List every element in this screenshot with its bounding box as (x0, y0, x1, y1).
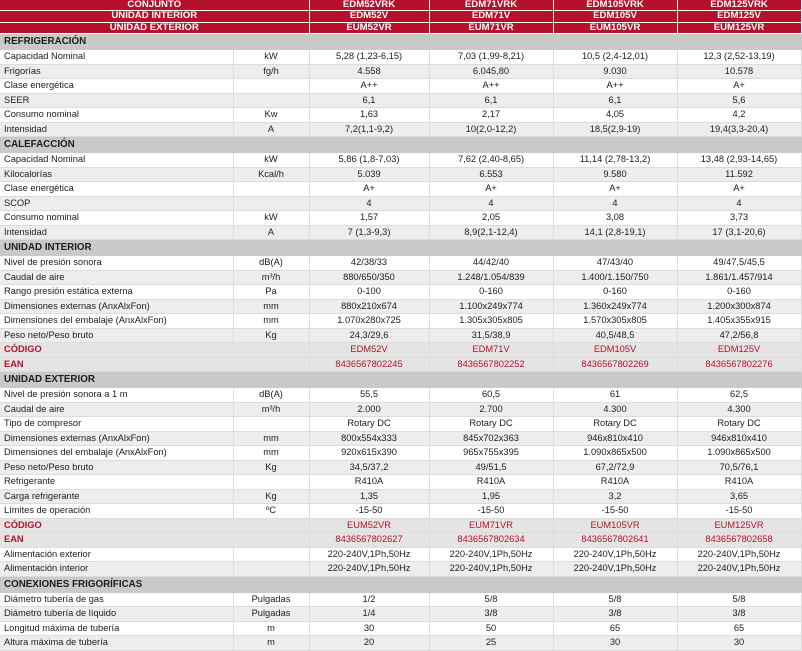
row-value: 11,14 (2,78-13,2) (553, 153, 677, 168)
row-unit: mm (233, 314, 309, 329)
ean-value: 8436567802252 (429, 357, 553, 372)
spec-row (0, 79, 801, 94)
row-value: 6.045,80 (429, 64, 553, 79)
row-unit: A (233, 225, 309, 240)
row-label: Caudal de aire (0, 270, 233, 285)
row-label: Alimentación interior (0, 562, 233, 577)
row-unit: ºC (233, 504, 309, 519)
spec-row (0, 592, 801, 607)
row-label: Capacidad Nominal (0, 50, 233, 65)
row-label: Intensidad (0, 122, 233, 137)
ean-label: EAN (0, 533, 309, 548)
ean-value: 8436567802634 (429, 533, 553, 548)
row-value: 4.300 (677, 402, 801, 417)
row-unit: Kcal/h (233, 167, 309, 182)
row-value: A+ (309, 182, 429, 197)
section-title (0, 372, 801, 388)
row-value: 42/38/33 (309, 256, 429, 271)
row-unit: kW (233, 211, 309, 226)
header-model: EDM125VRK (677, 0, 801, 11)
spec-row (0, 621, 801, 636)
row-value: 65 (677, 621, 801, 636)
row-value: Rotary DC (309, 417, 429, 432)
codigo-value: EUM105VR (553, 518, 677, 533)
codigo-label: CÓDIGO (0, 518, 309, 533)
row-value: 4 (677, 196, 801, 211)
row-value: 40,5/48,5 (553, 328, 677, 343)
row-value: 220-240V,1Ph,50Hz (309, 547, 429, 562)
row-value: 5/8 (553, 592, 677, 607)
row-unit: Kw (233, 108, 309, 123)
ean-value: 8436567802627 (309, 533, 429, 548)
row-value: -15-50 (429, 504, 553, 519)
row-value: 1.100x249x774 (429, 299, 553, 314)
header-model: EUM125VR (677, 22, 801, 33)
spec-row (0, 93, 801, 108)
row-value: 4.558 (309, 64, 429, 79)
row-value: 946x810x410 (677, 431, 801, 446)
row-label: Diámetro tubería de gas (0, 592, 233, 607)
row-value: 3,08 (553, 211, 677, 226)
row-value: 10,5 (2,4-12,01) (553, 50, 677, 65)
spec-row (0, 285, 801, 300)
row-value: 2.700 (429, 402, 553, 417)
row-unit: Kg (233, 489, 309, 504)
row-unit: fg/h (233, 64, 309, 79)
row-value: 1.200x300x874 (677, 299, 801, 314)
row-value: 49/51,5 (429, 460, 553, 475)
row-value: 4,05 (553, 108, 677, 123)
spec-row (0, 504, 801, 519)
row-label: Nivel de presión sonora a 1 m (0, 388, 233, 403)
row-label: Clase energética (0, 79, 233, 94)
spec-row (0, 64, 801, 79)
ean-value: 8436567802658 (677, 533, 801, 548)
row-value: 8,9(2,1-12,4) (429, 225, 553, 240)
row-value: A+ (677, 182, 801, 197)
section-heading: CONEXIONES FRIGORÍFICAS (0, 576, 801, 592)
row-value: 0-100 (309, 285, 429, 300)
row-label: Longitud máxima de tubería (0, 621, 233, 636)
spec-row (0, 153, 801, 168)
section-heading: CALEFACCIÓN (0, 137, 801, 153)
row-unit: A (233, 122, 309, 137)
row-value: 220-240V,1Ph,50Hz (429, 547, 553, 562)
row-value: -15-50 (553, 504, 677, 519)
row-value: R410A (309, 475, 429, 490)
codigo-label: CÓDIGO (0, 343, 309, 358)
row-label: Dimensiones del embalaje (AnxAlxFon) (0, 446, 233, 461)
spec-row (0, 388, 801, 403)
row-unit: kW (233, 50, 309, 65)
row-label: Caudal de aire (0, 402, 233, 417)
row-value: 65 (553, 621, 677, 636)
spec-row (0, 108, 801, 123)
row-value: 67,2/72,9 (553, 460, 677, 475)
row-value: 845x702x363 (429, 431, 553, 446)
row-value: 11.592 (677, 167, 801, 182)
section-heading: UNIDAD INTERIOR (0, 240, 801, 256)
row-value: 4 (553, 196, 677, 211)
row-unit (233, 182, 309, 197)
row-label: Carga refrigerante (0, 489, 233, 504)
row-label: Consumo nominal (0, 211, 233, 226)
row-value: Rotary DC (429, 417, 553, 432)
spec-row (0, 417, 801, 432)
spec-row (0, 607, 801, 622)
row-value: 4 (429, 196, 553, 211)
row-value: 2.000 (309, 402, 429, 417)
row-label: SCOP (0, 196, 233, 211)
header-row (0, 11, 801, 22)
row-label: Capacidad Nominal (0, 153, 233, 168)
spec-row (0, 225, 801, 240)
row-label: Kilocalorías (0, 167, 233, 182)
row-value: 946x810x410 (553, 431, 677, 446)
row-value: R410A (429, 475, 553, 490)
header-model: EUM105VR (553, 22, 677, 33)
row-label: Diámetro tubería de líquido (0, 607, 233, 622)
ean-row (0, 357, 801, 372)
row-value: 965x755x395 (429, 446, 553, 461)
row-value: 7,62 (2,40-8,65) (429, 153, 553, 168)
row-value: 30 (309, 621, 429, 636)
row-value: 1.405x355x915 (677, 314, 801, 329)
header-model: EDM105VRK (553, 0, 677, 11)
header-model: EUM71VR (429, 22, 553, 33)
row-label: Consumo nominal (0, 108, 233, 123)
row-value: 880x210x674 (309, 299, 429, 314)
row-value: 30 (553, 636, 677, 651)
row-value: 1.090x865x500 (553, 446, 677, 461)
row-unit: Pulgadas (233, 607, 309, 622)
row-label: SEER (0, 93, 233, 108)
row-value: 1,57 (309, 211, 429, 226)
header-model: EDM105V (553, 11, 677, 22)
row-value: 1,35 (309, 489, 429, 504)
row-value: 4,2 (677, 108, 801, 123)
header-label: UNIDAD INTERIOR (0, 11, 309, 22)
codigo-row (0, 518, 801, 533)
codigo-row (0, 343, 801, 358)
codigo-value: EDM71V (429, 343, 553, 358)
row-unit: Pulgadas (233, 592, 309, 607)
row-value: 55,5 (309, 388, 429, 403)
row-label: Nivel de presión sonora (0, 256, 233, 271)
row-value: 10(2,0-12,2) (429, 122, 553, 137)
row-unit (233, 417, 309, 432)
section-title (0, 240, 801, 256)
row-unit (233, 475, 309, 490)
row-value: 5/8 (677, 592, 801, 607)
spec-row (0, 547, 801, 562)
row-value: 0-160 (429, 285, 553, 300)
header-model: EDM125V (677, 11, 801, 22)
row-label: Frigorías (0, 64, 233, 79)
spec-row (0, 460, 801, 475)
row-value: 4 (309, 196, 429, 211)
row-label: Clase energética (0, 182, 233, 197)
header-row (0, 22, 801, 33)
row-value: 1.305x305x805 (429, 314, 553, 329)
row-value: 1/2 (309, 592, 429, 607)
spec-row (0, 489, 801, 504)
row-value: 1,63 (309, 108, 429, 123)
row-value: 10.578 (677, 64, 801, 79)
row-label: Dimensiones del embalaje (AnxAlxFon) (0, 314, 233, 329)
codigo-value: EDM125V (677, 343, 801, 358)
row-value: R410A (553, 475, 677, 490)
row-label: Refrigerante (0, 475, 233, 490)
row-value: 6,1 (553, 93, 677, 108)
row-value: 19,4(3,3-20,4) (677, 122, 801, 137)
row-value: 47,2/56,8 (677, 328, 801, 343)
row-value: 6,1 (309, 93, 429, 108)
row-unit: Kg (233, 460, 309, 475)
codigo-value: EUM71VR (429, 518, 553, 533)
row-value: A+ (553, 182, 677, 197)
codigo-value: EUM125VR (677, 518, 801, 533)
row-value: 220-240V,1Ph,50Hz (429, 562, 553, 577)
row-value: 50 (429, 621, 553, 636)
spec-row (0, 636, 801, 651)
row-value: 1.400/1.150/750 (553, 270, 677, 285)
row-value: 6,1 (429, 93, 553, 108)
header-model: EDM52V (309, 11, 429, 22)
row-value: 47/43/40 (553, 256, 677, 271)
spec-row (0, 167, 801, 182)
row-unit: dB(A) (233, 388, 309, 403)
row-unit (233, 196, 309, 211)
row-unit: dB(A) (233, 256, 309, 271)
row-value: 5.039 (309, 167, 429, 182)
row-value: 0-160 (677, 285, 801, 300)
row-value: 20 (309, 636, 429, 651)
ean-value: 8436567802245 (309, 357, 429, 372)
row-value: 1.570x305x805 (553, 314, 677, 329)
row-unit (233, 93, 309, 108)
spec-row (0, 256, 801, 271)
row-value: 0-160 (553, 285, 677, 300)
row-value: 62,5 (677, 388, 801, 403)
section-heading: UNIDAD EXTERIOR (0, 372, 801, 388)
ean-value: 8436567802641 (553, 533, 677, 548)
row-value: A++ (429, 79, 553, 94)
spec-row (0, 270, 801, 285)
row-unit: Pa (233, 285, 309, 300)
row-value: A+ (677, 79, 801, 94)
header-row (0, 0, 801, 11)
spec-row (0, 196, 801, 211)
header-model: EDM71V (429, 11, 553, 22)
section-title (0, 576, 801, 592)
header-label: UNIDAD EXTERIOR (0, 22, 309, 33)
row-value: 3/8 (429, 607, 553, 622)
row-value: 1,95 (429, 489, 553, 504)
row-value: 1.360x249x774 (553, 299, 677, 314)
row-value: 6.553 (429, 167, 553, 182)
row-label: Dimensiones externas (AnxAlxFon) (0, 299, 233, 314)
row-value: 1/4 (309, 607, 429, 622)
header-label: CONJUNTO (0, 0, 309, 11)
row-value: 220-240V,1Ph,50Hz (309, 562, 429, 577)
row-label: Altura máxima de tubería (0, 636, 233, 651)
ean-label: EAN (0, 357, 309, 372)
row-value: 220-240V,1Ph,50Hz (553, 562, 677, 577)
row-value: 220-240V,1Ph,50Hz (677, 562, 801, 577)
row-value: 24,3/29,6 (309, 328, 429, 343)
row-label: Peso neto/Peso bruto (0, 460, 233, 475)
spec-row (0, 314, 801, 329)
spec-row (0, 50, 801, 65)
row-value: 31,5/38,9 (429, 328, 553, 343)
row-value: -15-50 (309, 504, 429, 519)
row-value: 70,5/76,1 (677, 460, 801, 475)
row-value: 13,48 (2,93-14,65) (677, 153, 801, 168)
row-value: 5/8 (429, 592, 553, 607)
row-label: Límites de operación (0, 504, 233, 519)
row-unit (233, 547, 309, 562)
row-unit: mm (233, 431, 309, 446)
row-label: Alimentación exterior (0, 547, 233, 562)
row-unit (233, 562, 309, 577)
row-value: Rotary DC (553, 417, 677, 432)
row-value: 44/42/40 (429, 256, 553, 271)
row-unit: mm (233, 299, 309, 314)
row-value: A++ (553, 79, 677, 94)
row-value: 7,03 (1,99-8,21) (429, 50, 553, 65)
spec-row (0, 431, 801, 446)
row-value: 1.861/1.457/914 (677, 270, 801, 285)
spec-row (0, 299, 801, 314)
row-value: 3,73 (677, 211, 801, 226)
spec-row (0, 328, 801, 343)
header-model: EDM71VRK (429, 0, 553, 11)
row-value: 5,6 (677, 93, 801, 108)
row-value: 49/47,5/45,5 (677, 256, 801, 271)
row-value: 9.030 (553, 64, 677, 79)
spec-row (0, 211, 801, 226)
row-value: 3/8 (553, 607, 677, 622)
spec-row (0, 122, 801, 137)
codigo-value: EDM52V (309, 343, 429, 358)
row-value: 7,2(1,1-9,2) (309, 122, 429, 137)
row-unit: Kg (233, 328, 309, 343)
spec-row (0, 446, 801, 461)
row-value: 220-240V,1Ph,50Hz (553, 547, 677, 562)
row-label: Rango presión estática externa (0, 285, 233, 300)
row-value: 3/8 (677, 607, 801, 622)
row-value: 1.248/1.054/839 (429, 270, 553, 285)
codigo-value: EUM52VR (309, 518, 429, 533)
row-value: 5,28 (1,23-6,15) (309, 50, 429, 65)
section-title (0, 137, 801, 153)
row-label: Intensidad (0, 225, 233, 240)
row-value: 30 (677, 636, 801, 651)
row-value: 18,5(2,9-19) (553, 122, 677, 137)
row-unit: m³/h (233, 270, 309, 285)
row-unit: m (233, 636, 309, 651)
row-value: 34,5/37,2 (309, 460, 429, 475)
row-value: 2,17 (429, 108, 553, 123)
section-title (0, 34, 801, 50)
spec-row (0, 402, 801, 417)
row-unit: kW (233, 153, 309, 168)
row-value: 1.070x280x725 (309, 314, 429, 329)
row-value: 880/650/350 (309, 270, 429, 285)
spec-row (0, 562, 801, 577)
row-value: A+ (429, 182, 553, 197)
row-value: 5,86 (1,8-7,03) (309, 153, 429, 168)
row-value: 920x615x390 (309, 446, 429, 461)
row-unit: mm (233, 446, 309, 461)
row-value: 60,5 (429, 388, 553, 403)
section-heading: REFRIGERACIÓN (0, 34, 801, 50)
row-unit: m³/h (233, 402, 309, 417)
row-value: R410A (677, 475, 801, 490)
row-value: 1.090x865x500 (677, 446, 801, 461)
row-value: 2,05 (429, 211, 553, 226)
row-value: 61 (553, 388, 677, 403)
row-value: 3,65 (677, 489, 801, 504)
ean-row (0, 533, 801, 548)
row-value: 220-240V,1Ph,50Hz (677, 547, 801, 562)
codigo-value: EDM105V (553, 343, 677, 358)
row-value: 4.300 (553, 402, 677, 417)
row-unit: m (233, 621, 309, 636)
row-value: 7 (1,3-9,3) (309, 225, 429, 240)
row-value: A++ (309, 79, 429, 94)
row-value: 17 (3,1-20,6) (677, 225, 801, 240)
ean-value: 8436567802269 (553, 357, 677, 372)
row-unit (233, 79, 309, 94)
ean-value: 8436567802276 (677, 357, 801, 372)
row-value: 9.580 (553, 167, 677, 182)
row-label: Peso neto/Peso bruto (0, 328, 233, 343)
row-value: 14,1 (2,8-19,1) (553, 225, 677, 240)
spec-row (0, 475, 801, 490)
row-value: 25 (429, 636, 553, 651)
header-model: EUM52VR (309, 22, 429, 33)
row-value: -15-50 (677, 504, 801, 519)
row-value: Rotary DC (677, 417, 801, 432)
spec-row (0, 182, 801, 197)
row-value: 12,3 (2,52-13,19) (677, 50, 801, 65)
row-value: 3,2 (553, 489, 677, 504)
row-label: Tipo de compresor (0, 417, 233, 432)
row-label: Dimensiones externas (AnxAlxFon) (0, 431, 233, 446)
row-value: 800x554x333 (309, 431, 429, 446)
header-model: EDM52VRK (309, 0, 429, 11)
